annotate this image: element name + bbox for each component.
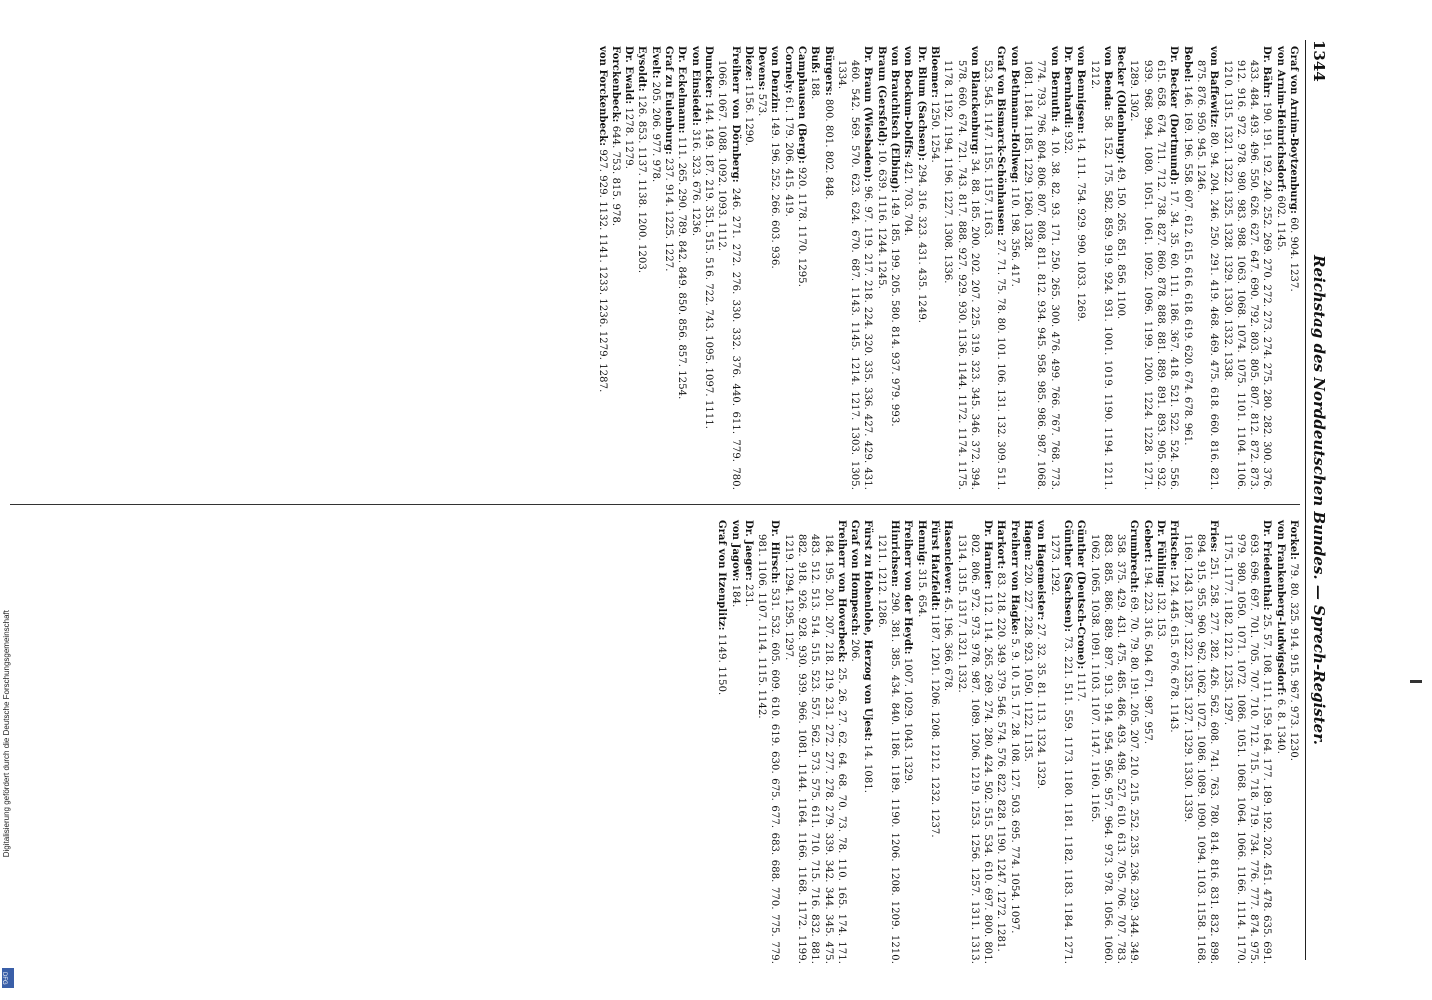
page-references: 1117. (1075, 672, 1087, 702)
page-references: 110. 198. 356. 417. (1008, 186, 1020, 287)
speaker-name: Forckenbeck: (609, 46, 621, 123)
speaker-name: von Jagow: (729, 520, 741, 582)
speaker-name: Günther (Deutsch-Crone): (1075, 520, 1087, 670)
page-references: 246. 271. 272. 276. 330. 332. 376. 440. 611. 779. 780. 1066. 1067. 1088. 1092. 1093. 1112. (716, 60, 741, 491)
page-references: 58. 152. 175. 582. 859. 919. 924. 931. 1001. 1019. 1190. 1194. 1211. 1212. (1088, 60, 1113, 491)
speaker-name: Devens: (756, 46, 768, 91)
register-entry (1220, 46, 1273, 490)
register-entry (1273, 520, 1286, 964)
speaker-name: Cornely: (782, 46, 794, 94)
page-references: 61. 179. 206. 415. 419. (782, 96, 794, 217)
register-entry (901, 520, 914, 964)
page-references: 927. 929. 1132. 1141. 1233. 1236. 1279. 1287. (596, 149, 608, 393)
register-entry (981, 46, 1008, 490)
register-entry (1127, 46, 1180, 490)
speaker-name: Harkort: (995, 520, 1007, 570)
register-entry (875, 520, 902, 964)
speaker-name: von Benda: (1101, 46, 1113, 111)
register-entry (994, 520, 1007, 964)
page-references: 60. 904. 1237. (1288, 217, 1299, 292)
speaker-name: von Bockum-Dolffs: (902, 46, 914, 159)
speaker-name: Hennig: (915, 520, 927, 566)
register-entry (928, 520, 941, 964)
register-entry (702, 46, 715, 490)
register-entry (1154, 520, 1167, 964)
speaker-name: Dr. Blum (Sachsen): (915, 46, 927, 161)
speaker-name: Eysoldt: (636, 46, 648, 92)
register-entry (715, 46, 742, 490)
register-entry (1287, 520, 1300, 964)
speaker-name: Freiherr von Hagke: (1008, 520, 1020, 636)
speaker-name: von Forckenbeck: (596, 46, 608, 147)
register-entry (941, 520, 954, 964)
speaker-name: Graf von Arnim-Boytzenburg: (1288, 46, 1299, 214)
register-entry (914, 520, 927, 964)
register-entry (622, 46, 635, 490)
speaker-name: Dr. Bähr: (1261, 46, 1273, 99)
register-entry (595, 46, 608, 490)
speaker-name: Duncker: (702, 46, 714, 99)
speaker-name: von Frankenberg-Ludwigsdorf: (1274, 520, 1286, 696)
page-references: 316. 323. 676. 1236. (689, 129, 701, 237)
speaker-name: Bebel: (1181, 46, 1193, 83)
register-entry (1180, 520, 1220, 964)
speaker-name: Dr. Friedenthal: (1261, 520, 1273, 611)
register-entry (808, 46, 821, 490)
page-references: 83. 218. 220. 349. 379. 546. 574. 576. 822. 828. 1190. 1247. 1272. 1281. (995, 572, 1007, 952)
page-references: 25. 57. 108. 111. 159. 164. 177. 189. 192. 202. 451. 478. 635. 691. 693. 696. 697. 701. 705. 707. 710. 712. 715. 718. 719. 734. 776. 777. 874. 975. 979. 980. 1050. 1071. 1072. 1086. 1051. 1068. 1064. 1066. 1166. 1114. 1170. 1175. 1177. 1182. 1212. 1235. 1297. (1221, 534, 1273, 964)
page-references: 149. 185. 199. 205. 580. 814. 937. 979. 993. (889, 196, 901, 427)
page-references: 220. 227. 228. 923. 1050. 1122. 1135. (1022, 564, 1034, 762)
speaker-name: von Bethmann-Hollweg: (1008, 46, 1020, 184)
register-entry (875, 46, 888, 490)
register-entry (755, 46, 768, 490)
page-references: 294. 316. 323. 431. 435. 1249. (915, 164, 927, 324)
page-references: 10. 639. 1116. 1244. 1245. (875, 149, 887, 289)
register-entry (728, 520, 741, 964)
speaker-name: Fürst Hatzfeldt: (928, 520, 940, 611)
register-entry (848, 520, 861, 964)
page-references: 800. 801. 802. 848. (822, 99, 834, 200)
register-entry (821, 46, 834, 490)
page-references: 251. 258. 277. 282. 426. 562. 608. 741. 763. 780. 814. 816. 831. 832. 898. 894. 915. 955. 960. 962. 1062. 1072. 1086. 1089. 1090. 1094. 1103. 1158. 1168. 1169. 1243. 1287. 1322. 1325. 1327. 1329. 1330. 1339. (1181, 534, 1220, 965)
register-entry (1021, 520, 1034, 964)
register-entry (742, 520, 755, 964)
page-references: 205. 206. 977. 978. (649, 81, 661, 183)
page-references: 79. 80. 325. 914. 915. 967. 973. 1230. (1288, 563, 1299, 762)
register-entry (1021, 46, 1061, 490)
register-entry (901, 46, 914, 490)
page-references: 1149. 1150. (716, 633, 728, 696)
page-references: 1007. 1029. 1043. 1329. (902, 657, 914, 785)
speaker-name: von Denzin: (769, 46, 781, 114)
register-entry (715, 520, 728, 964)
speaker-name: Dr. Ewald: (623, 46, 635, 105)
register-entry (675, 46, 688, 490)
page-references: 34. 88. 185. 200. 202. 207. 225. 319. 323. 345. 346. 372. 394. 578. 660. 674. 721. 743. 817. 888. 927. 929. 930. 1136. 1144. 1172. 1174. 1175. 1178. 1192. 1194. 1196. 1227. 1308. 1336. (942, 60, 980, 490)
register-entry (835, 46, 875, 490)
page-references: 920. 1178. 1170. 1295. (796, 167, 808, 287)
speaker-name: von Blanckenburg: (968, 46, 980, 155)
page-references: 531. 532. 605. 609. 610. 619. 630. 675. 677. 683. 688. 770. 775. 779. 981. 1106. 1107. 1114. 1115. 1142. (756, 534, 781, 964)
speaker-name: Dr. Eckelmann: (676, 46, 688, 134)
page-references: 5. 9. 10. 15. 17. 28. 108. 127. 503. 695. 774. 1054. 1097. (1008, 638, 1020, 934)
page-references: 25. 26. 27. 62. 64. 68. 70. 73. 78. 110. 165. 174. 171. 184. 195. 201. 207. 218. 219. 231. 272. 277. 278. 279. 339. 342. 344. 345. 475. 483. 512. 513. 514. 515. 523. 557. 562. 573. 575. 611. 710. 715. 716. 832. 881. 882. 918. 926. 928. 930. 939. 966. 1081. 1144. 1164. 1166. 1168. 1172. 1199. 1219. 1294. 1295. 1297. (782, 534, 847, 964)
speaker-name: Graf zu Eulenburg: (663, 46, 675, 155)
page-references: 573. (756, 93, 768, 117)
page-references: 315. 654. (915, 568, 927, 618)
page-title: Reichstag des Norddeutschen Bundes. — Sprech-Register. (1310, 255, 1328, 745)
speaker-name: von Einsiedel: (689, 46, 701, 126)
register-entry (1007, 46, 1020, 490)
register-entry (1007, 520, 1020, 964)
page-references: 184. (729, 584, 741, 608)
speaker-name: Freiherr von Dörnberg: (729, 46, 741, 183)
page-references: 188. (809, 76, 821, 100)
register-entry (1087, 46, 1114, 490)
register-entry (1287, 46, 1300, 490)
page-references: 146. 169. 196. 558. 607. 612. 615. 616. 618. 619. 620. 674. 678. 961. (1181, 85, 1193, 446)
register-entry (888, 46, 901, 490)
speaker-name: von Hagemeister: (1035, 520, 1047, 621)
speaker-name: Hasenclever: (942, 520, 954, 594)
register-entry (781, 46, 794, 490)
speaker-name: Hagen: (1022, 520, 1034, 561)
register-entry (941, 46, 981, 490)
page-references: 14. 1081. (862, 744, 874, 794)
speaker-name: Dr. Bernhardi: (1061, 46, 1073, 129)
header-rule (1305, 40, 1306, 960)
page-references: 194. 223. 316. 504. 671. 987. 957. (1141, 565, 1153, 745)
page-references: 27. 32. 35. 81. 113. 1324. 1329. (1035, 623, 1047, 790)
register-entry (648, 46, 661, 490)
register-entry (1167, 520, 1180, 964)
page-references: 1278. 1279. (623, 107, 635, 170)
speaker-name: von Bennigsen: (1075, 46, 1087, 134)
page-references: 112. 114. 265. 269. 274. 280. 424. 502. 515. 534. 610. 697. 800. 801. 802. 806. 972. 973. 978. 987. 1089. 1206. 1219. 1253. 1256. 1257. 1311. 1313. 1314. 1315. 1317. 1321. 1332. (955, 534, 994, 964)
page-references: 644. 753. 815. 978. (609, 125, 621, 227)
page-references: 144. 149. 187. 219. 351. 515. 516. 722. 743. 1095. 1097. 1111. (702, 101, 714, 430)
page-references: 17. 34. 35. 60. 111. 186. 367. 418. 521. 522. 524. 556. 615. 658. 674. 711. 712. 738. 827. 860. 878. 888. 881. 889. 891. 893. 905. 932. 939. 968. 994. 1080. 1051. 1061. 1092. 1096. 1199. 1200. 1224. 1228. 1271. 1289. 1302. (1128, 60, 1180, 490)
speaker-name: Freiherr von der Heydt: (902, 520, 914, 655)
page-references: 602. 1145. (1274, 195, 1286, 251)
register-entry (755, 520, 782, 964)
register-entry (662, 46, 675, 490)
register-entry (1180, 46, 1193, 490)
speaker-name: von Arnim-Heinrichsdorf: (1274, 46, 1286, 193)
register-entry (1220, 520, 1273, 964)
speaker-name: Bürgers: (822, 46, 834, 96)
register-entry (954, 520, 994, 964)
register-entry (1114, 46, 1127, 490)
speaker-name: Bloemer: (928, 46, 940, 98)
register-entry (861, 520, 874, 964)
speaker-name: Dr. Jaeger: (742, 520, 754, 581)
speaker-name: von Baffewitz: (1208, 46, 1220, 128)
speaker-name: Freiherr von Hoverbeck: (835, 520, 847, 663)
speaker-name: Becker (Oldenburg): (1115, 46, 1127, 164)
speaker-name: Fries: (1208, 520, 1220, 553)
register-entry (1061, 46, 1074, 490)
speaker-name: Dr. Harnier: (982, 520, 994, 590)
page-header (1308, 40, 1330, 960)
speaker-name: Günther (Sachsen): (1061, 520, 1073, 633)
page-references: 124. 445. 615. 676. 678. 1143. (1168, 573, 1180, 733)
speaker-name: Fritsche: (1168, 520, 1180, 571)
page-references: 132. 153. (1155, 591, 1167, 641)
register-entry (914, 46, 927, 490)
speaker-name: Graf von Bismarck-Schönhausen: (995, 46, 1007, 236)
speaker-name: Fürst zu Hohenlohe, Herzog von Ujest: (862, 520, 874, 742)
page-references: 149. 196. 252. 266. 603. 936. (769, 116, 781, 269)
register-entry (742, 46, 755, 490)
register-entry (1194, 46, 1221, 490)
page-references: 111. 265. 290. 789. 842. 849. 850. 856. 857. 1254. (676, 136, 688, 400)
page-references: 231. (742, 584, 754, 607)
speaker-name: Dr. Becker (Dortmund): (1168, 46, 1180, 185)
register-entry (609, 46, 622, 490)
page-references: 190. 191. 192. 240. 252. 269. 270. 272. 273. 274. 275. 280. 282. 300. 376. 433. 484. 493. 496. 550. 626. 627. 647. 690. 792. 803. 805. 807. 812. 872. 873. 912. 916. 972. 978. 980. 983. 988. 1063. 1068. 1074. 1075. 1101. 1104. 1106. 1210. 1315. 1321. 1322. 1325. 1328. 1329. 1330. 1332. 1338. (1221, 60, 1273, 490)
speaker-name: Dr. Hirsch: (769, 520, 781, 584)
speaker-name: Grumbrecht: (1128, 520, 1140, 594)
page-references: 73. 221. 511. 559. 1173. 1180. 1181. 1182. 1183. 1184. 1271. 1273. 1292. (1048, 534, 1073, 964)
speaker-name: Evelt: (649, 46, 661, 79)
speaker-name: Hinrichsen: (889, 520, 901, 587)
page-number: 1344 (1310, 40, 1328, 82)
page-references: 126. 853. 1137. 1138. 1200. 1203. (636, 94, 648, 274)
page-references: 237. 914. 1225. 1227. (663, 158, 675, 272)
register-entry (928, 46, 941, 490)
register-entry (1074, 520, 1087, 964)
speaker-name: von Brauchitsch (Elbing): (889, 46, 901, 194)
speaker-name: Buß: (809, 46, 821, 74)
page-references: 1156. 1290. (742, 84, 754, 146)
register-entry (1273, 46, 1286, 490)
register-entry (1047, 520, 1074, 964)
register-entry (1034, 520, 1047, 964)
speaker-name: Dr. Braun (Wiesbaden): (862, 46, 874, 183)
speaker-name: Gebert: (1141, 520, 1153, 563)
register-entry (1140, 520, 1153, 964)
speaker-name: Dieze: (742, 46, 754, 82)
speaker-name: Camphausen (Berg): (796, 46, 808, 164)
dfg-logo: DFG (2, 968, 14, 988)
speaker-name: Braun (Gersfeld): (875, 46, 887, 147)
right-column (715, 520, 1300, 964)
speaker-name: Forkel: (1288, 520, 1299, 560)
register-entry (1074, 46, 1087, 490)
page-references: 4. 10. 38. 82. 93. 171. 250. 265. 300. 476. 499. 766. 767. 768. 773. 774. 793. 796. 804. 806. 807. 808. 811. 812. 934. 945. 958. 985. 986. 987. 1068. 1081. 1184. 1185. 1229. 1260. 1328. (1022, 60, 1060, 490)
page-references: 80. 94. 204. 246. 250. 291. 419. 468. 469. 475. 618. 660. 816. 821. 875. 876. 950. 945. 1246. (1194, 60, 1220, 490)
page-references: 49. 150. 265. 851. 856. 1100. (1115, 166, 1127, 320)
page-references: 96. 97. 119. 217. 218. 224. 320. 335. 336. 427. 429. 431. 460. 542. 569. 570. 623. 624. 670. 687. 1143. 1145. 1214. 1217. 1303. 1305. 1334. (835, 60, 874, 490)
page-references: 421. 703. 704. (902, 161, 914, 237)
left-column (595, 46, 1300, 490)
register-entry (768, 46, 781, 490)
column-divider (10, 504, 1300, 505)
speaker-name: von Bernuth: (1048, 46, 1060, 122)
page-references: 45. 196. 366. 678. (942, 597, 954, 692)
page-references: 27. 71. 75. 78. 80. 101. 106. 131. 132. 309. 511. 523. 545. 1147. 1155. 1157. 1163. (982, 60, 1007, 490)
digitization-credit: Digitalisierung gefördert durch die Deutsche Forschungsgemeinschaft (2, 610, 11, 858)
page-references: 14. 111. 754. 929. 990. 1033. 1269. (1075, 137, 1087, 322)
page-references: 290. 381. 385. 434. 840. 1186. 1189. 1190. 1206. 1208. 1209. 1210. 1211. 1212. 1286. (875, 534, 901, 964)
register-entry (781, 520, 847, 964)
register-entry (795, 46, 808, 490)
page-references: 1187. 1201. 1206. 1208. 1212. 1232. 1237. (928, 614, 940, 838)
speaker-name: Graf von Hompesch: (849, 520, 861, 636)
page-references: 69. 70. 79. 80. 191. 205. 207. 210. 215. 252. 235. 236. 239. 344. 349. 358. 375. 429. 431. 475. 485. 486. 493. 498. 527. 610. 613. 705. 706. 707. 783. 883. 885. 886. 889. 897. 913. 914. 954. 956. 957. 964. 973. 978. 1056. 1060. 1062. 1065. 1038. 1091. 1103. 1107. 1147. 1160. 1165. (1088, 534, 1140, 964)
register-entry (635, 46, 648, 490)
page-references: 206. (849, 639, 861, 662)
scan-mark (1410, 680, 1422, 683)
register-entry (1087, 520, 1140, 964)
page-references: 6. 8. 1340. (1274, 698, 1286, 755)
speaker-name: Dr. Fühling: (1155, 520, 1167, 589)
page-references: 1250. 1254. (928, 101, 940, 163)
page-references: 932. (1061, 131, 1073, 155)
speaker-name: Graf von Itzenplitz: (716, 520, 728, 631)
register-entry (688, 46, 701, 490)
